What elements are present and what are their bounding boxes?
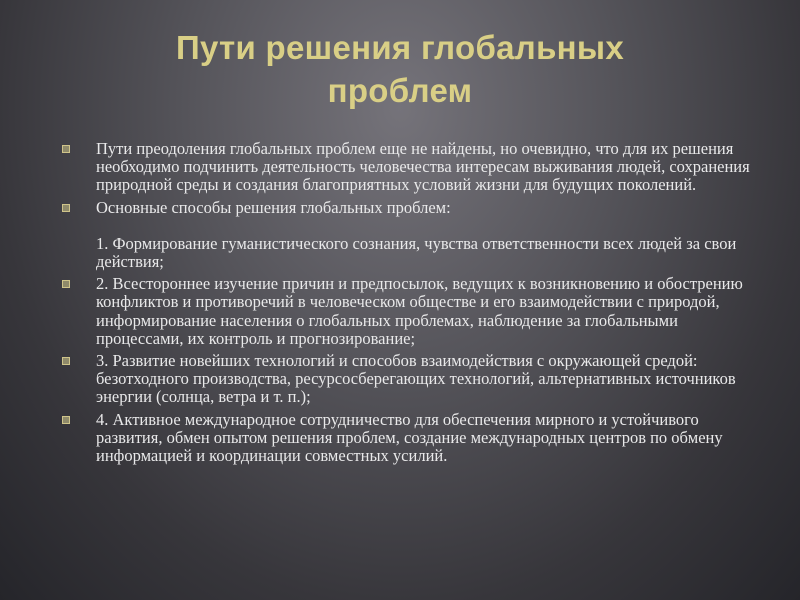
square-bullet-icon (62, 145, 70, 153)
square-bullet-icon (62, 280, 70, 288)
bullet-list (62, 140, 762, 469)
list-item (62, 199, 762, 272)
square-bullet-icon (62, 357, 70, 365)
list-item (62, 352, 762, 407)
paragraph: 1. Формирование гуманистического сознания, чувства ответственности всех людей за свои действия; (96, 233, 737, 272)
title-line-1: Пути решения глобальных (175, 29, 625, 66)
paragraph: Основные способы решения глобальных проблем: (96, 197, 451, 217)
list-item (62, 411, 762, 466)
slide-title (60, 26, 740, 112)
list-item (62, 275, 762, 348)
paragraph: 3. Развитие новейших технологий и способов взаимодействия с окружающей средой: безотходного производства, ресурсосберегающих технологий, альтернативных источников энергии (солнца, ветра и т. п.); (96, 351, 736, 407)
paragraph: 4. Активное международное сотрудничество для обеспечения мирного и устойчивого развития, обмен опытом решения проблем, создание международных центров по обмену информацией и координации совместных усилий. (96, 409, 723, 466)
title-line-2: проблем (327, 72, 473, 109)
list-item (62, 140, 762, 195)
paragraph: 2. Всестороннее изучение причин и предпосылок, ведущих к возникновению и обострению конфликтов и противоречий в человеческом обществе и его взаимодействии с природой, информирование населения о глобальных проблемах, наблюдение за глобальными процессами, их контроль и прогнозирование; (96, 274, 743, 348)
square-bullet-icon (62, 204, 70, 212)
paragraph: Пути преодоления глобальных проблем еще не найдены, но очевидно, что для их решения необходимо подчинить деятельность человечества интересам выживания людей, сохранения природной среды и создания благоприятных условий жизни для будущих поколений. (96, 139, 750, 195)
square-bullet-icon (62, 416, 70, 424)
